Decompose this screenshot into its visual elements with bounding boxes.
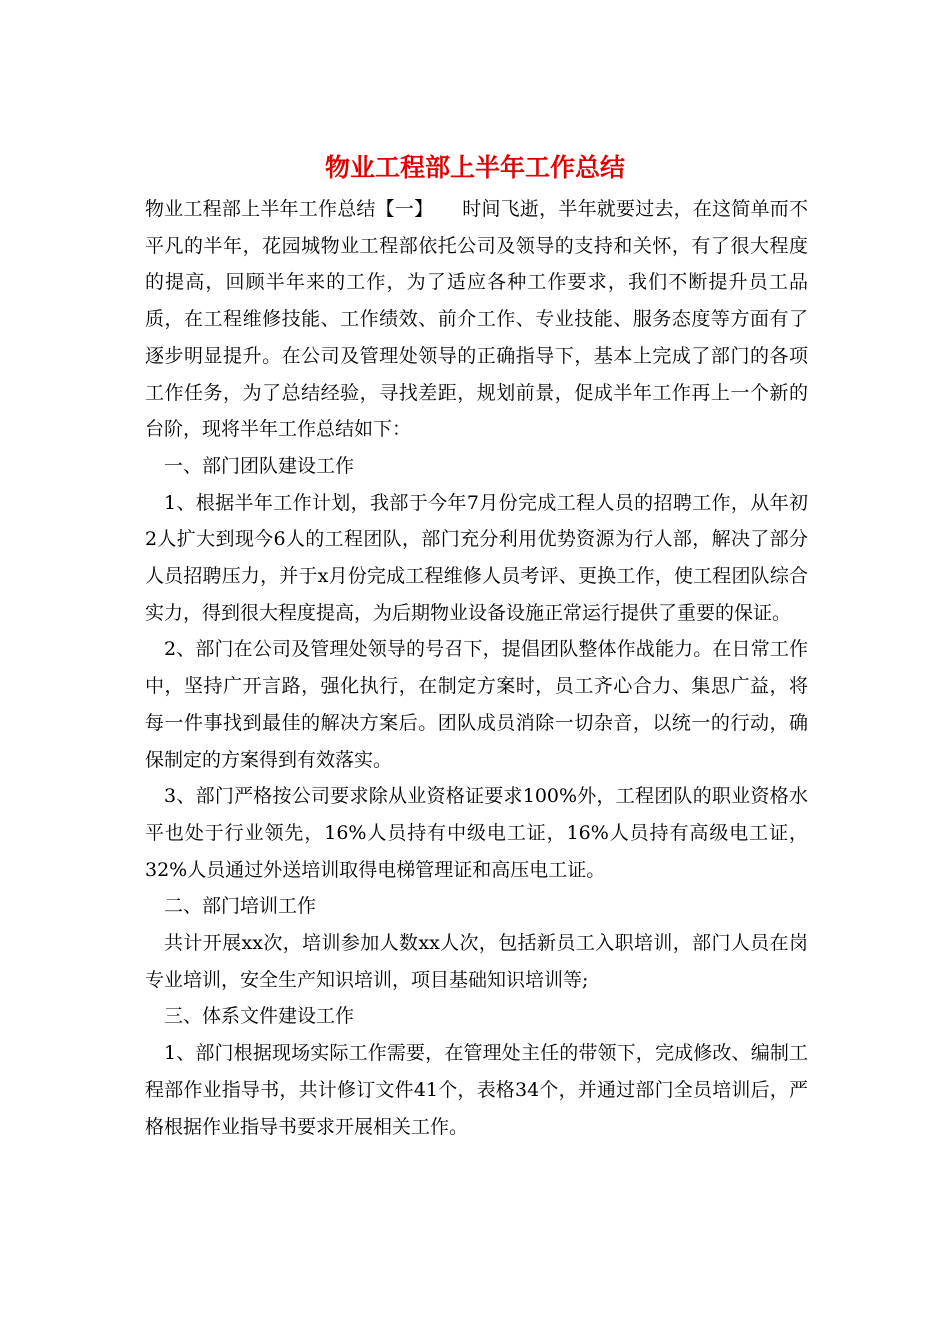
paragraph-system-1: 1、部门根据现场实际工作需要，在管理处主任的带领下，完成修改、编制工程部作业指导书，共计修订文件41个，表格34个，并通过部门全员培训后，严格根据作业指导书要求开展相关工作。: [145, 1042, 808, 1138]
section-heading-training: 二、部门培训工作: [164, 895, 317, 918]
paragraph-intro: 物业工程部上半年工作总结【一】 时间飞逝，半年就要过去，在这简单而不平凡的半年，花园城物业工程部依托公司及领导的支持和关怀，有了很大程度的提高，回顾半年来的工作，为了适应各种工作要求，我们不断提升员工品质，在工程维修技能、工作绩效、前介工作、专业技能、服务态度等方面有了逐步明显提升。在公司及管理处领导的正确指导下，基本上完成了部门的各项工作任务，为了总结经验，寻找差距，规划前景，促成半年工作再上一个新的台阶，现将半年工作总结如下：: [145, 198, 808, 441]
section-heading-system: 三、体系文件建设工作: [164, 1005, 355, 1028]
document-title: 物业工程部上半年工作总结: [324, 153, 625, 182]
paragraph-team-3: 3、部门严格按公司要求除从业资格证要求100%外，工程团队的职业资格水平也处于行业领先，16%人员持有中级电工证，16%人员持有高级电工证，32%人员通过外送培训取得电梯管理证和高压电工证。: [145, 785, 808, 881]
section-heading-team: 一、部门团队建设工作: [164, 454, 355, 477]
paragraph-team-2: 2、部门在公司及管理处领导的号召下，提倡团队整体作战能力。在日常工作中，坚持广开言路，强化执行，在制定方案时，员工齐心合力、集思广益，将每一件事找到最佳的解决方案后。团队成员消除一切杂音，以统一的行动，确保制定的方案得到有效落实。: [145, 638, 808, 771]
document-body: [145, 191, 808, 1145]
paragraph-team-1: 1、根据半年工作计划，我部于今年7月份完成工程人员的招聘工作，从年初2人扩大到现今6人的工程团队，部门充分利用优势资源为行人部，解决了部分人员招聘压力，并于x月份完成工程维修人员考评、更换工作，使工程团队综合实力，得到很大程度提高，为后期物业设备设施正常运行提供了重要的保证。: [145, 491, 808, 624]
paragraph-training: 共计开展xx次，培训参加人数xx人次，包括新员工入职培训，部门人员在岗专业培训，安全生产知识培训，项目基础知识培训等;: [145, 932, 808, 991]
